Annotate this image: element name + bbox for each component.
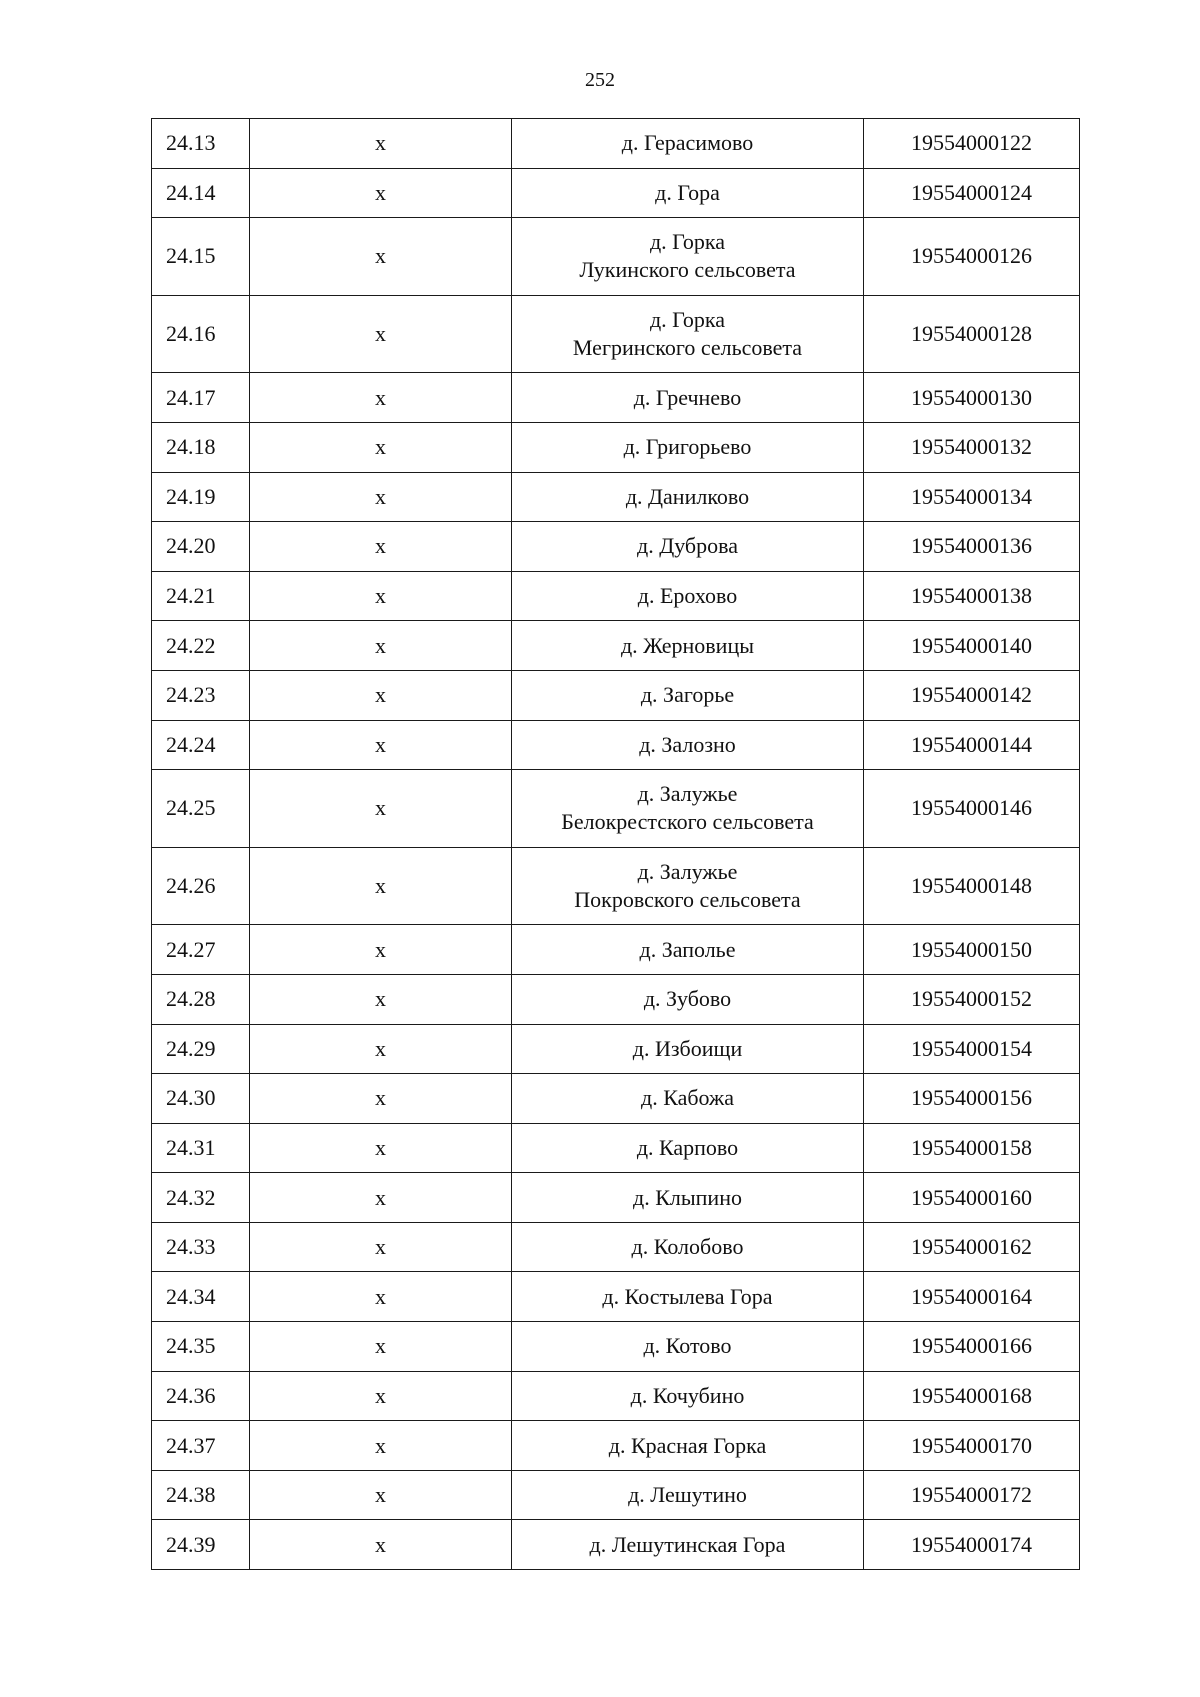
settlement-name [512, 720, 864, 770]
settlement-code: 19554000156 [864, 1074, 1080, 1124]
settlement-name [512, 1272, 864, 1322]
settlement-code: 19554000154 [864, 1024, 1080, 1074]
table-row [152, 670, 1080, 720]
row-number: 24.23 [152, 670, 250, 720]
settlement-name [512, 770, 864, 848]
settlement-name [512, 1024, 864, 1074]
settlement-code: 19554000166 [864, 1322, 1080, 1372]
settlement-code: 19554000140 [864, 621, 1080, 671]
row-mark: x [250, 571, 512, 621]
settlement-code: 19554000172 [864, 1470, 1080, 1520]
settlement-name-line: д. Загорье [640, 682, 735, 708]
row-mark: x [250, 522, 512, 572]
settlement-name [512, 119, 864, 169]
settlements-table [151, 118, 1080, 1570]
settlement-name [512, 472, 864, 522]
settlement-name [512, 571, 864, 621]
settlement-code: 19554000122 [864, 119, 1080, 169]
table-row [152, 373, 1080, 423]
settlement-code: 19554000128 [864, 295, 1080, 373]
table-row [152, 1371, 1080, 1421]
settlement-name [512, 218, 864, 296]
settlement-name [512, 373, 864, 423]
table-row [152, 522, 1080, 572]
row-number: 24.33 [152, 1222, 250, 1272]
table-row [152, 1074, 1080, 1124]
row-number: 24.15 [152, 218, 250, 296]
settlement-name-line: д. Кабожа [641, 1085, 734, 1111]
row-number: 24.24 [152, 720, 250, 770]
table-row [152, 472, 1080, 522]
row-number: 24.28 [152, 974, 250, 1024]
settlement-code: 19554000162 [864, 1222, 1080, 1272]
settlement-name-line: д. Лешутино [628, 1482, 747, 1508]
table-row [152, 422, 1080, 472]
settlement-name [512, 168, 864, 218]
settlement-name [512, 522, 864, 572]
row-mark: x [250, 847, 512, 925]
settlement-name-line: д. Герасимово [621, 130, 754, 156]
row-number: 24.37 [152, 1421, 250, 1471]
settlement-code: 19554000142 [864, 670, 1080, 720]
settlement-code: 19554000136 [864, 522, 1080, 572]
settlement-code: 19554000144 [864, 720, 1080, 770]
settlement-name-line: д. Лешутинская Гора [589, 1531, 786, 1557]
row-number: 24.36 [152, 1371, 250, 1421]
row-number: 24.32 [152, 1173, 250, 1223]
settlement-name-line: Белокрестского сельсовета [561, 809, 814, 835]
row-mark: x [250, 218, 512, 296]
row-mark: x [250, 1272, 512, 1322]
row-mark: x [250, 373, 512, 423]
settlement-name [512, 621, 864, 671]
table-row [152, 621, 1080, 671]
row-number: 24.38 [152, 1470, 250, 1520]
row-number: 24.13 [152, 119, 250, 169]
row-number: 24.19 [152, 472, 250, 522]
table-row [152, 847, 1080, 925]
settlement-name-line: д. Залужье [637, 859, 738, 885]
settlement-name [512, 1322, 864, 1372]
settlement-code: 19554000132 [864, 422, 1080, 472]
row-number: 24.25 [152, 770, 250, 848]
table-row [152, 168, 1080, 218]
settlement-name-line: д. Избоищи [632, 1035, 743, 1061]
settlement-name [512, 1173, 864, 1223]
settlement-name [512, 1470, 864, 1520]
row-number: 24.34 [152, 1272, 250, 1322]
row-mark: x [250, 621, 512, 671]
row-mark: x [250, 472, 512, 522]
row-mark: x [250, 770, 512, 848]
row-number: 24.39 [152, 1520, 250, 1570]
table-row [152, 1272, 1080, 1322]
settlement-name-line: д. Красная Горка [608, 1432, 767, 1458]
settlement-name [512, 422, 864, 472]
row-mark: x [250, 1520, 512, 1570]
settlement-name [512, 670, 864, 720]
row-mark: x [250, 974, 512, 1024]
table-row [152, 770, 1080, 848]
settlement-name [512, 1520, 864, 1570]
table-row [152, 720, 1080, 770]
table-row [152, 295, 1080, 373]
table-row [152, 1520, 1080, 1570]
row-number: 24.31 [152, 1123, 250, 1173]
settlement-name-line: д. Котово [643, 1333, 732, 1359]
settlement-name-line: Мегринского сельсовета [572, 335, 803, 361]
settlement-name-line: д. Горка [649, 229, 726, 255]
row-mark: x [250, 1074, 512, 1124]
table-row [152, 119, 1080, 169]
settlement-name-line: д. Клыпино [633, 1184, 742, 1210]
row-number: 24.21 [152, 571, 250, 621]
settlement-code: 19554000152 [864, 974, 1080, 1024]
row-mark: x [250, 422, 512, 472]
settlement-code: 19554000168 [864, 1371, 1080, 1421]
row-mark: x [250, 1421, 512, 1471]
page-number: 252 [585, 69, 615, 91]
settlement-name [512, 847, 864, 925]
table-body [152, 119, 1080, 1570]
row-mark: x [250, 1470, 512, 1520]
row-number: 24.35 [152, 1322, 250, 1372]
row-mark: x [250, 1322, 512, 1372]
settlement-name-line: д. Костылева Гора [602, 1283, 773, 1309]
row-number: 24.30 [152, 1074, 250, 1124]
table-row [152, 1024, 1080, 1074]
table-row [152, 974, 1080, 1024]
table-row [152, 1123, 1080, 1173]
settlement-code: 19554000150 [864, 925, 1080, 975]
settlement-name-line: д. Григорьево [623, 434, 752, 460]
settlement-code: 19554000160 [864, 1173, 1080, 1223]
table-row [152, 1222, 1080, 1272]
settlement-code: 19554000130 [864, 373, 1080, 423]
settlement-name-line: д. Горка [649, 307, 726, 333]
table-row [152, 1470, 1080, 1520]
row-number: 24.14 [152, 168, 250, 218]
row-mark: x [250, 295, 512, 373]
row-mark: x [250, 720, 512, 770]
settlement-name-line: Лукинского сельсовета [579, 257, 796, 283]
settlement-name [512, 974, 864, 1024]
settlement-name-line: д. Дуброва [637, 533, 738, 559]
settlement-name [512, 1123, 864, 1173]
row-number: 24.17 [152, 373, 250, 423]
row-mark: x [250, 168, 512, 218]
row-mark: x [250, 1222, 512, 1272]
settlement-name [512, 295, 864, 373]
settlement-name-line: Покровского сельсовета [574, 887, 801, 913]
settlement-code: 19554000134 [864, 472, 1080, 522]
table-row [152, 925, 1080, 975]
settlement-name-line: д. Зубово [643, 986, 732, 1012]
settlement-name-line: д. Жерновицы [620, 632, 755, 658]
table-row [152, 1421, 1080, 1471]
row-mark: x [250, 925, 512, 975]
row-number: 24.16 [152, 295, 250, 373]
settlement-name [512, 1371, 864, 1421]
settlement-name-line: д. Заполье [639, 936, 736, 962]
settlement-code: 19554000164 [864, 1272, 1080, 1322]
settlement-name-line: д. Карпово [636, 1134, 739, 1160]
row-number: 24.20 [152, 522, 250, 572]
row-number: 24.22 [152, 621, 250, 671]
settlement-code: 19554000138 [864, 571, 1080, 621]
settlement-name-line: д. Гора [655, 179, 720, 205]
settlement-name [512, 1074, 864, 1124]
row-mark: x [250, 1024, 512, 1074]
row-number: 24.27 [152, 925, 250, 975]
settlement-name [512, 1222, 864, 1272]
row-mark: x [250, 670, 512, 720]
row-mark: x [250, 119, 512, 169]
settlement-name-line: д. Ерохово [637, 583, 738, 609]
row-mark: x [250, 1173, 512, 1223]
settlement-name [512, 1421, 864, 1471]
settlement-name [512, 925, 864, 975]
settlement-code: 19554000158 [864, 1123, 1080, 1173]
settlement-name-line: д. Залозно [639, 731, 736, 757]
settlement-name-line: д. Залужье [637, 781, 738, 807]
settlement-code: 19554000148 [864, 847, 1080, 925]
settlement-name-line: д. Данилково [625, 483, 750, 509]
settlement-name-line: д. Колобово [631, 1234, 744, 1260]
settlement-name-line: д. Гречнево [633, 384, 742, 410]
row-number: 24.29 [152, 1024, 250, 1074]
row-number: 24.26 [152, 847, 250, 925]
row-mark: x [250, 1123, 512, 1173]
table-row [152, 218, 1080, 296]
row-mark: x [250, 1371, 512, 1421]
table-row [152, 1322, 1080, 1372]
settlement-code: 19554000124 [864, 168, 1080, 218]
table-row [152, 1173, 1080, 1223]
table-row [152, 571, 1080, 621]
settlement-code: 19554000126 [864, 218, 1080, 296]
settlement-name-line: д. Кочубино [630, 1382, 745, 1408]
settlement-code: 19554000170 [864, 1421, 1080, 1471]
settlement-code: 19554000174 [864, 1520, 1080, 1570]
settlement-code: 19554000146 [864, 770, 1080, 848]
row-number: 24.18 [152, 422, 250, 472]
